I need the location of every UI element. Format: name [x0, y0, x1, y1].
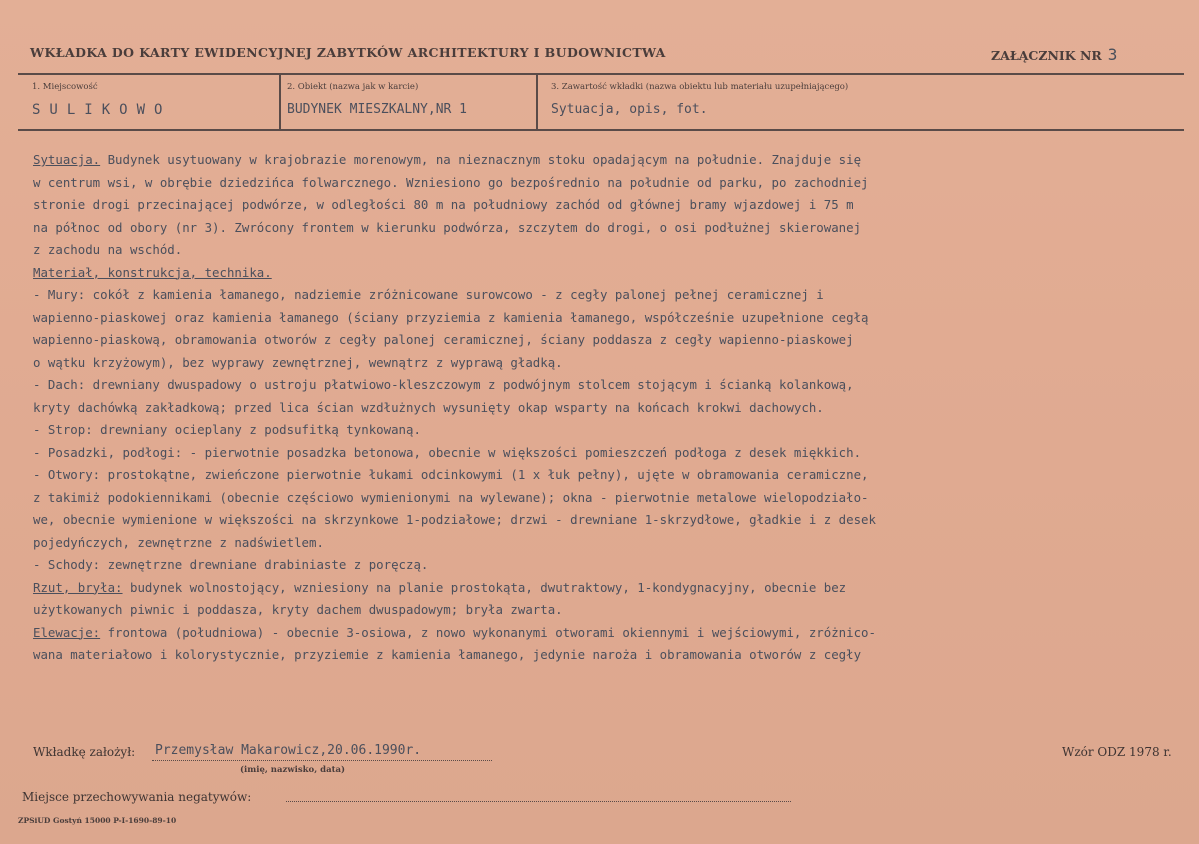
field-divider-1 [279, 75, 281, 129]
annex-label [991, 45, 1117, 64]
text-line: kryty dachówką zakładkową; przed lica ścian wzdłużnych wysunięty okap wsparty na końcach krokwi dachowych. [33, 399, 824, 415]
text-line: - Schody: zewnętrzne drewniane drabiniaste z poręczą. [33, 557, 429, 572]
negatives-label: Miejsce przechowywania negatywów: [22, 790, 252, 804]
text-line: - Otwory: prostokątne, zwieńczone pierwotnie łukami odcinkowymi (1 x łuk pełny), ujęte w obramowania ceramiczne, [33, 467, 869, 482]
text-line: na północ od obory (nr 3). Zwrócony frontem w kierunku podwórza, szczytem do drogi, o osi podłużnej skierowanej [33, 219, 862, 235]
print-info: ZPSiUD Gostyń 15000 P-I-1690-89-10 [18, 816, 177, 825]
text-line: stronie drogi przecinającej podwórze, w odległości 80 m na południowy zachód od głównej bramy wjazdowej i 75 m [33, 197, 854, 212]
card-title: WKŁADKA DO KARTY EWIDENCYJNEJ ZABYTKÓW ARCHITEKTURY I BUDOWNICTWA [30, 45, 666, 60]
description-text [33, 149, 1183, 667]
contents-label: 3. Zawartość wkładki (nazwa obiektu lub materiału uzupełniającego) [551, 82, 849, 92]
section-heading-material: Materiał, konstrukcja, technika. [33, 264, 272, 280]
text-line: wana materiałowo i kolorystycznie, przyziemie z kamienia łamanego, jedynie naroża i obramowania otworów z cegły [33, 647, 862, 662]
text-line: wapienno-piaskową, obramowania otworów z cegły palonej ceramicznej, ściany poddasza z cegły wapienno-piaskowej [33, 332, 854, 347]
text-line: z takimiż podokiennikami (obecnie częściowo wymienionymi na wylewane); okna - pierwotnie metalowe wielopodziało- [33, 489, 869, 505]
negatives-line [286, 801, 791, 802]
contents-value: Sytuacja, opis, fot. [551, 102, 708, 117]
text-line: - Strop: drewniany ocieplany z podsufitką tynkowaną. [33, 422, 421, 437]
header-top-rule [18, 73, 1184, 75]
text-line: z zachodu na wschód. [33, 242, 183, 257]
text-line: użytkowanych piwnic i poddasza, kryty dachem dwuspadowym; bryła zwarta. [33, 602, 563, 617]
text-line: pojedyńczych, zewnętrzne z nadświetlem. [33, 534, 324, 550]
author-caption: (imię, nazwisko, data) [240, 765, 346, 775]
text-line [33, 622, 1183, 645]
author-value: Przemysław Makarowicz,20.06.1990r. [155, 743, 422, 758]
text-line: wapienno-piaskowej oraz kamienia łamanego (ściany przyziemia z kamienia łamanego, współcześnie uzupełnione cegłą [33, 309, 869, 325]
author-label: Wkładkę założył: [33, 745, 136, 759]
text-line: o wątku krzyżowym), bez wyprawy zewnętrznej, wewnątrz z wyprawą gładką. [33, 354, 563, 370]
text-line [33, 577, 1183, 600]
text-line: - Posadzki, podłogi: - pierwotnie posadzka betonowa, obecnie w większości pomieszczeń podłoga z desek miękkich. [33, 444, 862, 460]
text-segment: frontowa (południowa) - obecnie 3-osiowa, z nowo wykonanymi otworami okiennymi i wejściowymi, zróżnico- [100, 624, 876, 640]
author-line [152, 760, 492, 761]
text-line [33, 149, 1183, 172]
section-heading-plan: Rzut, bryła: [33, 579, 123, 595]
form-template-label: Wzór ODZ 1978 r. [1062, 745, 1172, 759]
text-line [33, 262, 1183, 285]
annex-label-text: ZAŁĄCZNIK NR [991, 48, 1102, 63]
text-line: we, obecnie wymienione w większości na skrzynkowe 1-podziałowe; drzwi - drewniane 1-skrzydłowe, gładkie i z desek [33, 512, 876, 527]
text-segment: Budynek usytuowany w krajobrazie morenowym, na nieznacznym stoku opadającym na południe. Znajduje się [100, 152, 862, 167]
text-line: - Mury: cokół z kamienia łamanego, nadziemie zróżnicowane surowcowo - z cegły palonej pełnej ceramicznej i [33, 287, 824, 302]
object-label: 2. Obiekt (nazwa jak w karcie) [287, 82, 419, 92]
object-value: BUDYNEK MIESZKALNY,NR 1 [287, 102, 468, 117]
section-heading-situation: Sytuacja. [33, 152, 101, 167]
text-line: - Dach: drewniany dwuspadowy o ustroju płatwiowo-kleszczowym z podwójnym stolcem stojącym i ścianką kolankową, [33, 377, 854, 392]
text-segment: budynek wolnostojący, wzniesiony na planie prostokąta, dwutraktowy, 1-kondygnacyjny, obecnie bez [122, 579, 847, 595]
text-line: w centrum wsi, w obrębie dziedzińca folwarcznego. Wzniesiono go bezpośrednio na południe od parku, po zachodniej [33, 174, 869, 190]
annex-number: 3 [1107, 45, 1118, 64]
header-bottom-rule [18, 129, 1184, 131]
locality-label: 1. Miejscowość [32, 82, 98, 92]
section-heading-elevations: Elewacje: [33, 624, 101, 640]
field-divider-2 [536, 75, 538, 129]
locality-value: SULIKOWO [32, 102, 172, 118]
